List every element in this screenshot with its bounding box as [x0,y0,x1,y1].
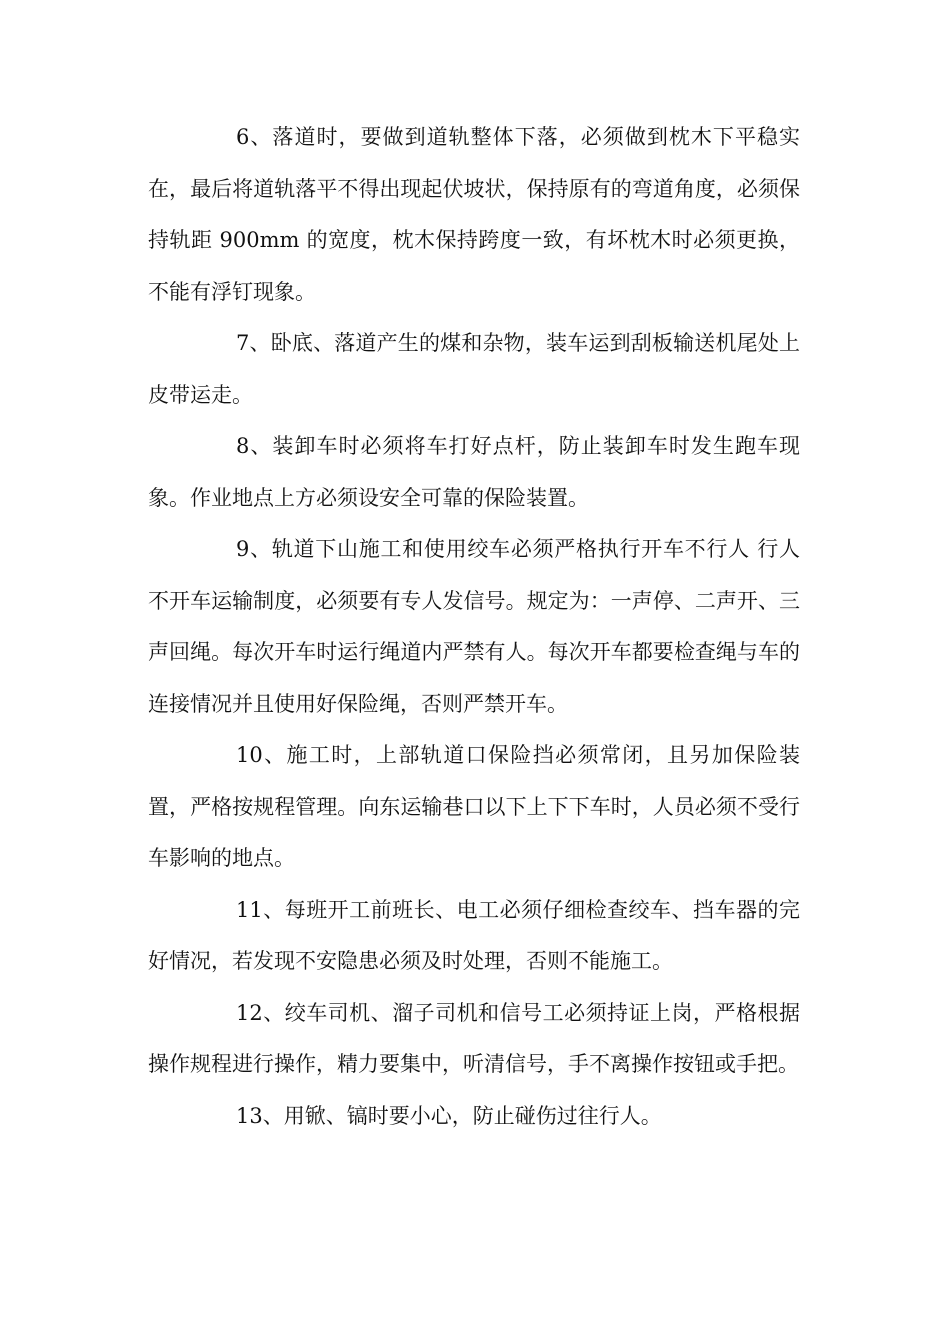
document-body [148,112,800,1142]
paragraph-6: 6、落道时，要做到道轨整体下落，必须做到枕木下平稳实在，最后将道轨落平不得出现起伏坡状，保持原有的弯道角度，必须保持轨距 900mm 的宽度，枕木保持跨度一致，有坏枕木时必须更换，不能有浮钉现象。 [148,125,800,304]
paragraph-7: 7、卧底、落道产生的煤和杂物，装车运到刮板输送机尾处上皮带运走。 [148,331,800,407]
paragraph-13: 13、用锨、镐时要小心，防止碰伤过往行人。 [236,1103,662,1128]
paragraph-10: 10、施工时，上部轨道口保险挡必须常闭，且另加保险装置，严格按规程管理。向东运输巷口以下上下下车时，人员必须不受行车影响的地点。 [148,743,800,870]
paragraph-12: 12、绞车司机、溜子司机和信号工必须持证上岗，严格根据操作规程进行操作，精力要集中，听清信号，手不离操作按钮或手把。 [148,1000,800,1076]
paragraph-8: 8、装卸车时必须将车打好点杆，防止装卸车时发生跑车现象。作业地点上方必须设安全可靠的保险装置。 [148,434,800,510]
paragraph-11: 11、每班开工前班长、电工必须仔细检查绞车、挡车器的完好情况，若发现不安隐患必须及时处理，否则不能施工。 [148,897,800,973]
paragraph-9: 9、轨道下山施工和使用绞车必须严格执行开车不行人 行人不开车运输制度，必须要有专人发信号。规定为：一声停、二声开、三声回绳。每次开车时运行绳道内严禁有人。每次开车都要检查绳与车的连接情况并且使用好保险绳，否则严禁开车。 [148,537,800,716]
